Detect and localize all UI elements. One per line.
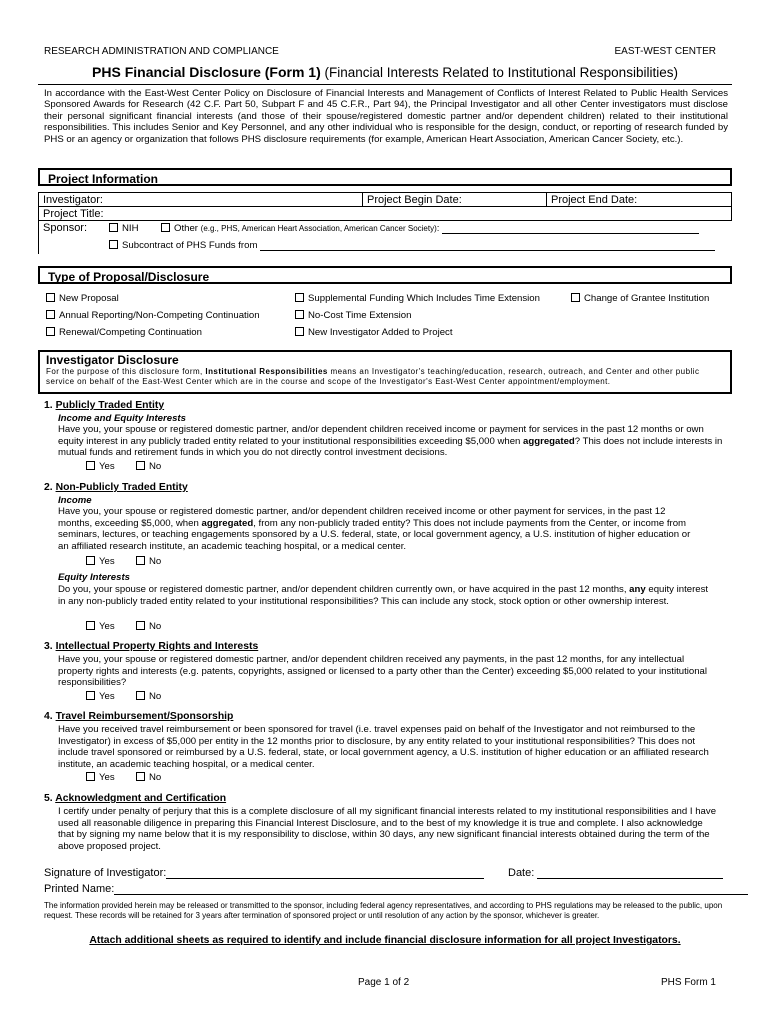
option-label: Renewal/Competing Continuation (59, 327, 202, 338)
signature-row (44, 866, 484, 879)
sponsor-label: Sponsor: (43, 222, 88, 234)
other-note: (e.g., PHS, American Heart Association, American Cancer Society) (200, 224, 437, 233)
checkbox[interactable] (136, 691, 145, 700)
checkbox[interactable] (295, 293, 304, 302)
checkbox[interactable] (86, 556, 95, 565)
q5-text: I certify under penalty of perjury that this is a complete disclosure of all my significant financial interests related to my institutional responsibilities and I have used all reasonable diligence in preparing this Financial Interest Disclosure, and to the best of my knowledge it is true and complete. I also acknowledge that by signing my name below that it is my responsibility to disclose, within 30 days, any new significant financial interests obtained during the term of the above proposed project. (58, 806, 717, 852)
disclosure-intro: For the purpose of this disclosure form, Institutional Responsibilities means an Investigator's teaching/education, research, outreach, and Center and other public service on behalf of the East-West Center which are in the course and scope of the Investigator's East-West Center appointment/employment. (46, 367, 700, 386)
begin-date-label: Project Begin Date: (367, 194, 462, 206)
project-title-field[interactable] (38, 206, 732, 221)
section-project-information (38, 168, 732, 186)
date-row (508, 866, 723, 879)
checkbox[interactable] (86, 691, 95, 700)
checkbox[interactable] (46, 310, 55, 319)
checkbox[interactable] (136, 621, 145, 630)
section-heading: Investigator Disclosure (46, 353, 179, 367)
signature-label: Signature of Investigator: (44, 867, 167, 879)
q3-no[interactable]: No (136, 691, 161, 702)
investigator-field[interactable] (38, 192, 363, 207)
checkbox[interactable] (86, 621, 95, 630)
checkbox[interactable] (295, 310, 304, 319)
proposal-option-renewal[interactable] (46, 327, 202, 338)
q2-equity-no[interactable]: No (136, 621, 161, 632)
checkbox[interactable] (295, 327, 304, 336)
printed-name-label: Printed Name: (44, 883, 115, 895)
q4-text: Have you received travel reimbursement or been sponsored for travel (i.e. travel expenses paid on behalf of the Investigator and not reimbursed to the Investigator) in excess of $5,000 per entity in the 12 months prior to disclosure, by any entity related to your institutional responsibilities? This does not include travel sponsored or reimbursed by a U.S. federal, state, or local government agency, a U.S. institution of higher education or an affiliated research institute, an academic teaching hospital, or a medical center. (58, 724, 709, 770)
q2-income-no[interactable]: No (136, 556, 161, 567)
option-label: No-Cost Time Extension (308, 310, 412, 321)
q1-no[interactable]: No (136, 461, 161, 472)
q2-income-text: Have you, your spouse or registered domestic partner, and/or dependent children received income or other payment for services, in the past 12 months, exceeding $5,000, when aggregated, from any non-publicly traded entity? This does not include payments from the Center, or income from seminars, lectures, or teaching engagements sponsored by a U.S. federal, state, or local government agency, a U.S. institution of higher education or an affiliated research institute, an academic teaching hospital, or a medical center. (58, 506, 691, 552)
attach-instruction: Attach additional sheets as required to identify and include financial disclosure information for all project Investigators. (89, 935, 681, 946)
q5-heading: 5. Acknowledgment and Certification (44, 793, 227, 804)
investigator-label: Investigator: (43, 194, 103, 206)
checkbox[interactable] (136, 556, 145, 565)
subcontract-option[interactable] (109, 240, 729, 251)
title-main: PHS Financial Disclosure (Form 1) (92, 64, 321, 80)
footnote: The information provided herein may be released or transmitted to the sponsor, including federal agency representatives, and according to PHS regulations may be released to the public, upon request. These records will be retained for 3 years after termination of sponsored project or until resolution of any action by the sponsor, whichever is greater. (44, 901, 723, 920)
other-colon: : (436, 223, 440, 234)
intro-paragraph: In accordance with the East-West Center Policy on Disclosure of Financial Interests and Management of Conflicts of Interest Related to Public Health Services Sponsored Awards for Research (42 C.F. Part 50, Subpart F and 45 C.F.R., Part 94), the Principal Investigator and all other Center investigators must disclose their personal significant financial interests (and those of their spouse/registered domestic partner and/or dependent children) related to their institutional responsibilities. This includes Senior and Key Personnel, and any other individual who is responsible for the design, conduct, or reporting of research funded by PHS or an agency or organization that follows PHS disclosure requirements (for example, American Heart Association, American Cancer Society, etc.). (44, 88, 728, 145)
q4-yes[interactable]: Yes (86, 772, 115, 783)
sponsor-nih-option[interactable] (109, 223, 139, 234)
checkbox[interactable] (86, 461, 95, 470)
title-sub: (Financial Interests Related to Institutional Responsibilities) (324, 65, 678, 80)
proposal-option-change-grantee[interactable] (571, 293, 709, 304)
q4-heading: 4. Travel Reimbursement/Sponsorship (44, 711, 234, 722)
q1-heading: 1. Publicly Traded Entity (44, 400, 165, 411)
printed-name-row (44, 882, 748, 895)
page-number: Page 1 of 2 (358, 977, 410, 988)
sponsor-other-option[interactable] (161, 223, 729, 234)
other-sponsor-line[interactable] (442, 223, 699, 234)
q3-heading: 3. Intellectual Property Rights and Interests (44, 641, 259, 652)
page-title (0, 64, 770, 80)
section-heading: Type of Proposal/Disclosure (48, 270, 210, 284)
q3-yes[interactable]: Yes (86, 691, 115, 702)
q1-yes[interactable]: Yes (86, 461, 115, 472)
checkbox[interactable] (136, 772, 145, 781)
proposal-option-new-investigator[interactable] (295, 327, 453, 338)
begin-date-field[interactable] (362, 192, 547, 207)
checkbox[interactable] (86, 772, 95, 781)
section-heading: Project Information (48, 172, 159, 186)
q2-subheading-equity: Equity Interests (58, 572, 130, 583)
option-label: New Investigator Added to Project (308, 327, 453, 338)
q4-no[interactable]: No (136, 772, 161, 783)
signature-line[interactable] (166, 866, 484, 879)
proposal-option-supplemental[interactable] (295, 293, 540, 304)
other-label: Other (174, 223, 198, 234)
end-date-label: Project End Date: (551, 194, 638, 206)
q2-equity-yes[interactable]: Yes (86, 621, 115, 632)
checkbox[interactable] (46, 327, 55, 336)
q2-equity-text: Do you, your spouse or registered domestic partner, and/or dependent children currently own, or have acquired in the past 12 months, any equity interest in any non-publicly traded entity related to your institutional responsibilities? This can include any stock, stock option or other ownership interest. (58, 584, 709, 607)
printed-name-line[interactable] (114, 882, 748, 895)
subcontract-label: Subcontract of PHS Funds from (122, 240, 258, 251)
sponsor-field (38, 220, 732, 254)
date-line[interactable] (537, 866, 723, 879)
proposal-option-annual[interactable] (46, 310, 260, 321)
subcontract-line[interactable] (260, 240, 715, 251)
proposal-option-new[interactable] (46, 293, 119, 304)
q3-text: Have you, your spouse or registered domestic partner, and/or dependent children received any payments, in the past 12 months, for any intellectual property rights and interests (e.g. patents, copyrights, assigned or licensed to a party other than the Center) exceeding $5,000 related to your institutional responsibilities? (58, 654, 708, 689)
nih-checkbox[interactable] (109, 223, 118, 232)
checkbox[interactable] (136, 461, 145, 470)
project-info-table (38, 192, 732, 254)
nih-label: NIH (122, 223, 139, 234)
q2-subheading-income: Income (58, 495, 92, 506)
header-right: EAST-WEST CENTER (614, 46, 716, 57)
proposal-option-no-cost[interactable] (295, 310, 411, 321)
date-label: Date: (508, 867, 535, 879)
checkbox[interactable] (46, 293, 55, 302)
checkbox[interactable] (571, 293, 580, 302)
option-label: New Proposal (59, 293, 119, 304)
form-id: PHS Form 1 (660, 977, 716, 988)
subcontract-checkbox[interactable] (109, 240, 118, 249)
section-investigator-disclosure (38, 350, 732, 394)
other-checkbox[interactable] (161, 223, 170, 232)
q1-text: Have you, your spouse or registered domestic partner, and/or dependent children received income or payment for services in the past 12 months or own equity interest in any publicly traded entity related to your institutional responsibilities exceeding $5,000 when aggregated? This does not include interests in mutual funds and retirement funds in which you do not directly control investment decisions. (58, 424, 723, 459)
section-type-of-proposal (38, 266, 732, 284)
title-divider (38, 84, 732, 85)
option-label: Supplemental Funding Which Includes Time Extension (308, 293, 540, 304)
option-label: Annual Reporting/Non-Competing Continuation (59, 310, 260, 321)
project-title-label: Project Title: (43, 208, 104, 220)
q2-income-yes[interactable]: Yes (86, 556, 115, 567)
header-left: RESEARCH ADMINISTRATION AND COMPLIANCE (44, 46, 279, 57)
option-label: Change of Grantee Institution (584, 293, 710, 304)
q1-subheading: Income and Equity Interests (58, 413, 186, 424)
q2-heading: 2. Non-Publicly Traded Entity (44, 482, 188, 493)
end-date-field[interactable] (546, 192, 732, 207)
